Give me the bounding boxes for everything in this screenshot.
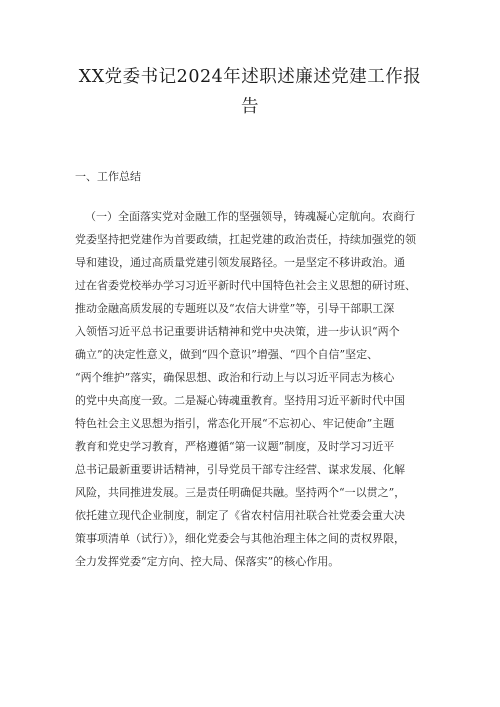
paragraph-line: 党委坚持把党建作为首要政绩，扛起党建的政治责任，持续加强党的领 <box>75 233 416 246</box>
paragraph-line: 教育和党史学习教育，严格遵循“第一议题”制度，及时学习习近平 <box>75 440 395 453</box>
paragraph-line: 策事项清单（试行）》，细化党委会与其他治理主体之间的责权界限， <box>75 532 405 545</box>
paragraph-line: “两个维护”落实，确保思想、政治和行动上与以习近平同志为核心 <box>75 371 395 384</box>
paragraph-line: 风险，共同推进发展。三是责任明确促共融。坚持两个“一以贯之”， <box>75 486 406 499</box>
paragraph-line: 总书记最新重要讲话精神，引导党员干部专注经营、谋求发展、化解 <box>75 463 405 476</box>
paragraph-line: 过在省委党校举办学习习近平新时代中国特色社会主义思想的研讨班、 <box>75 279 416 292</box>
paragraph-line: 确立”的决定性意义，做到“四个意识”增强、“四个自信”坚定、 <box>75 348 379 361</box>
section-heading: 一、工作总结 <box>75 170 141 183</box>
paragraph-line: 依托建立现代企业制度，制定了《省农村信用社联合社党委会重大决 <box>75 509 405 522</box>
paragraph-line: 特色社会主义思想为指引，常态化开展“不忘初心、牢记使命”主题 <box>75 417 395 430</box>
paragraph-line: （一）全面落实党对金融工作的坚强领导，铸魂凝心定航向。农商行 <box>85 210 415 223</box>
paragraph-line: 的党中央高度一致。二是凝心铸魂重教育。坚持用习近平新时代中国 <box>75 394 405 407</box>
document-title-line-1: XX党委书记2024年述职述廉述党建工作报 <box>78 67 422 87</box>
paragraph-line: 导和建设，通过高质量党建引领发展路径。一是坚定不移讲政治。通 <box>75 256 405 269</box>
paragraph-line: 全力发挥党委“定方向、控大局、保落实”的核心作用。 <box>75 555 340 568</box>
document-title-line-2: 告 <box>241 97 259 117</box>
paragraph-line: 推动金融高质发展的专题班以及“农信大讲堂”等，引导干部职工深 <box>75 302 395 315</box>
paragraph-line: 入领悟习近平总书记重要讲话精神和党中央决策，进一步认识“两个 <box>75 325 400 338</box>
